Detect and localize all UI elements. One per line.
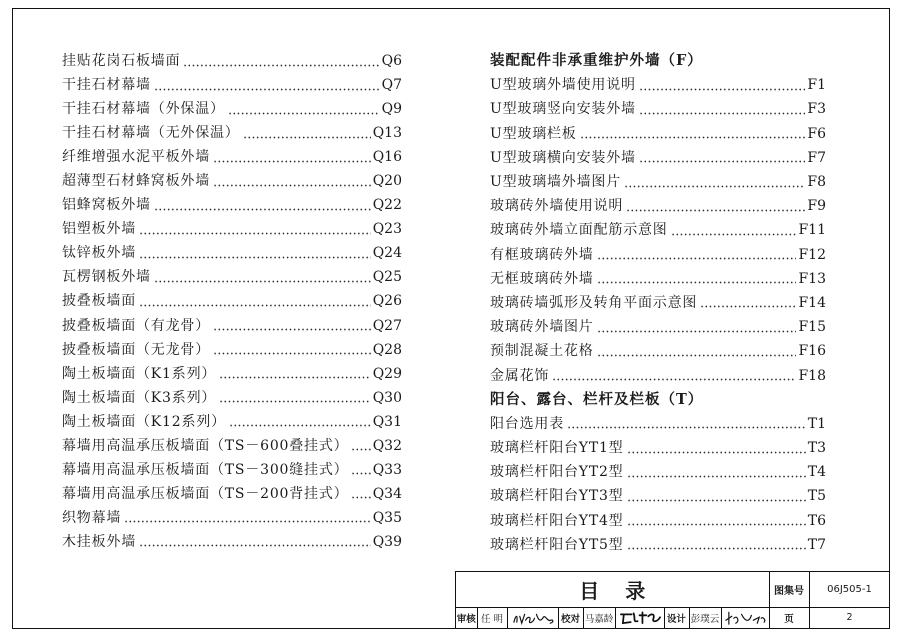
dot-leader (219, 400, 371, 403)
toc-entry-page: F8 (807, 174, 826, 191)
signature-row (456, 607, 890, 630)
toc-entry-page: Q30 (372, 389, 402, 406)
toc-entry-title: 干挂石材幕墙（无外保温） (62, 125, 240, 142)
toc-entry-title: 金属花饰 (490, 367, 550, 384)
toc-entry-page: T7 (807, 536, 826, 553)
dot-leader (627, 499, 806, 502)
toc-entry (62, 458, 402, 482)
toc-entry-page: Q6 (381, 53, 402, 70)
toc-entry-page: F3 (807, 101, 826, 118)
toc-entry (490, 243, 826, 267)
dot-leader (639, 88, 806, 91)
toc-entry-title: 干挂石材幕墙 (62, 77, 151, 94)
dot-leader (154, 280, 371, 283)
dot-leader (219, 376, 371, 379)
toc-entry (62, 217, 402, 241)
toc-entry (490, 146, 826, 170)
toc-entry (490, 436, 826, 460)
toc-entry-page: T6 (807, 512, 826, 529)
toc-entry (62, 169, 402, 193)
toc-entry-title: 幕墙用高温承压板墙面（TS－200背挂式） (62, 485, 349, 502)
dot-leader (552, 378, 796, 381)
toc-entry-title: 玻璃砖外墙使用说明 (490, 198, 624, 215)
toc-entry-title: 无框玻璃砖外墙 (490, 270, 594, 287)
toc-entry (62, 410, 402, 434)
toc-entry-page: Q13 (372, 125, 402, 142)
toc-entry (490, 339, 826, 363)
dot-leader (139, 544, 371, 547)
dot-leader (351, 472, 370, 475)
toc-entry-page: T3 (807, 440, 826, 457)
dot-leader (700, 305, 796, 308)
toc-entry (490, 267, 826, 291)
dot-leader (243, 136, 371, 139)
toc-entry-title: U型玻璃竖向安装外墙 (490, 101, 636, 118)
toc-left-column (62, 49, 402, 554)
toc-entry-page: Q24 (372, 245, 402, 262)
reviewer-name: 任 明 (478, 608, 508, 630)
toc-entry-title: 陶土板墙面（K12系列） (62, 413, 226, 430)
toc-entry-title: 玻璃栏杆阳台YT1型 (490, 440, 624, 457)
toc-entry (62, 314, 402, 338)
toc-entry (62, 386, 402, 410)
proofreader-signature (616, 608, 665, 630)
toc-entry-page: Q7 (381, 77, 402, 94)
toc-entry-page: Q25 (372, 269, 402, 286)
toc-entry-title: 木挂板外墙 (62, 533, 136, 550)
toc-entry (62, 482, 402, 506)
toc-entry-title: 阳台选用表 (490, 415, 564, 432)
dot-leader (567, 426, 806, 429)
dot-leader (597, 330, 797, 333)
design-label: 设计 (665, 608, 690, 630)
atlas-number-label: 图集号 (770, 572, 810, 607)
dot-leader (213, 160, 371, 163)
section-heading: 装配配件非承重维护外墙（F） (490, 52, 703, 70)
toc-entry-page: Q23 (372, 221, 402, 238)
dot-leader (139, 256, 371, 259)
toc-entry (490, 363, 826, 387)
toc-entry-title: 披叠板墙面 (62, 293, 136, 310)
dot-leader (183, 64, 379, 67)
toc-entry-title: U型玻璃栏板 (490, 125, 577, 142)
dot-leader (597, 281, 797, 284)
toc-entry (62, 265, 402, 289)
toc-entry (490, 533, 826, 557)
toc-entry (62, 73, 402, 97)
page-label: 页 (770, 608, 810, 630)
toc-entry-title: U型玻璃墙外墙图片 (490, 174, 621, 191)
reviewer-signature-image (508, 608, 558, 629)
toc-entry (62, 49, 402, 73)
toc-entry-page: F11 (798, 222, 826, 239)
drawing-title: 目录 (456, 572, 770, 607)
toc-entry (490, 315, 826, 339)
toc-entry-page: F6 (807, 125, 826, 142)
toc-entry (490, 73, 826, 97)
toc-entry-page: Q39 (372, 533, 402, 550)
toc-entry-title: 幕墙用高温承压板墙面（TS－600叠挂式） (62, 437, 349, 454)
toc-entry-page: Q29 (372, 365, 402, 382)
toc-entry-title: 玻璃砖墙弧形及转角平面示意图 (490, 294, 698, 311)
proofreader-signature-image (616, 608, 664, 629)
toc-entry (62, 434, 402, 458)
toc-entry (490, 218, 826, 242)
review-label: 审核 (456, 608, 478, 630)
toc-entry-page: F16 (798, 343, 826, 360)
toc-entry-page: F15 (798, 319, 826, 336)
designer-signature-image (722, 608, 769, 629)
dot-leader (228, 112, 380, 115)
section-heading: 阳台、露台、栏杆及栏板（T） (490, 390, 704, 408)
designer-name: 彭璞云 (690, 608, 722, 630)
dot-leader (639, 112, 806, 115)
toc-entry (490, 194, 826, 218)
toc-entry-page: F13 (798, 270, 826, 287)
proof-label: 校对 (559, 608, 584, 630)
designer-signature (722, 608, 770, 630)
toc-entry-page: Q32 (372, 437, 402, 454)
atlas-number: 06J505-1 (827, 583, 872, 595)
dot-leader (627, 451, 806, 454)
toc-entry-page: T4 (807, 464, 826, 481)
toc-entry-title: 玻璃栏杆阳台YT4型 (490, 512, 624, 529)
toc-entry (62, 338, 402, 362)
dot-leader (124, 520, 371, 523)
toc-entry (490, 412, 826, 436)
toc-entry-page: Q9 (381, 101, 402, 118)
toc-entry-page: Q20 (372, 173, 402, 190)
page-number: 2 (846, 612, 853, 624)
toc-entry (490, 122, 826, 146)
toc-entry-title: 铝蜂窝板外墙 (62, 197, 151, 214)
toc-entry-page: Q33 (372, 461, 402, 478)
toc-entry-title: 陶土板墙面（K1系列） (62, 365, 217, 382)
dot-leader (213, 184, 371, 187)
toc-entry (62, 193, 402, 217)
dot-leader (627, 547, 806, 550)
dot-leader (213, 352, 371, 355)
toc-entry-title: 有框玻璃砖外墙 (490, 246, 594, 263)
toc-entry-title: 玻璃栏杆阳台YT2型 (490, 464, 624, 481)
dot-leader (627, 475, 806, 478)
toc-entry-page: Q35 (372, 509, 402, 526)
toc-entry-title: 干挂石材幕墙（外保温） (62, 101, 225, 118)
toc-entry-title: 玻璃栏杆阳台YT5型 (490, 536, 624, 553)
toc-entry-page: F1 (807, 77, 826, 94)
toc-entry (62, 145, 402, 169)
toc-entry (62, 121, 402, 145)
dot-leader (627, 523, 806, 526)
toc-entry-title: 超薄型石材蜂窝板外墙 (62, 173, 210, 190)
toc-entry-page: Q16 (372, 149, 402, 166)
toc-entry-page: F12 (798, 246, 826, 263)
toc-entry-page: Q26 (372, 293, 402, 310)
toc-entry (62, 362, 402, 386)
toc-entry-title: 纤维增强水泥平板外墙 (62, 149, 210, 166)
dot-leader (671, 233, 797, 236)
toc-entry-title: 披叠板墙面（有龙骨） (62, 317, 210, 334)
dot-leader (154, 208, 371, 211)
toc-entry-title: 玻璃栏杆阳台YT3型 (490, 488, 624, 505)
toc-entry-page: Q27 (372, 317, 402, 334)
toc-right-column (490, 49, 826, 557)
dot-leader (351, 496, 370, 499)
dot-leader (351, 448, 370, 451)
toc-entry-page: F14 (798, 294, 826, 311)
dot-leader (624, 185, 805, 188)
toc-entry-page: Q31 (372, 413, 402, 430)
dot-leader (580, 136, 806, 139)
toc-entry-page: F18 (798, 367, 826, 384)
dot-leader (154, 88, 380, 91)
dot-leader (597, 354, 797, 357)
toc-entry-title: 玻璃砖外墙图片 (490, 319, 594, 336)
toc-entry (490, 509, 826, 533)
dot-leader (229, 424, 371, 427)
dot-leader (597, 257, 797, 260)
toc-entry (62, 241, 402, 265)
toc-entry-title: 预制混凝土花格 (490, 343, 594, 360)
reviewer-signature (508, 608, 559, 630)
toc-entry (490, 291, 826, 315)
toc-entry-page: F9 (807, 198, 826, 215)
toc-entry-page: T1 (807, 415, 826, 432)
toc-entry (490, 170, 826, 194)
toc-entry-title: 陶土板墙面（K3系列） (62, 389, 217, 406)
toc-entry-title: 铝塑板外墙 (62, 221, 136, 238)
toc-entry-title: 钛锌板外墙 (62, 245, 136, 262)
toc-entry-page: Q28 (372, 341, 402, 358)
dot-leader (213, 328, 371, 331)
toc-entry (62, 530, 402, 554)
toc-entry-title: 挂贴花岗石板墙面 (62, 53, 181, 70)
dot-leader (626, 209, 805, 212)
proofreader-name: 马嘉龄 (584, 608, 616, 630)
toc-entry-title: 瓦楞钢板外墙 (62, 269, 151, 286)
dot-leader (139, 304, 371, 307)
toc-entry-page: F7 (807, 149, 826, 166)
toc-entry (490, 460, 826, 484)
title-block (455, 571, 890, 629)
toc-entry (490, 97, 826, 121)
toc-entry-title: 玻璃砖外墙立面配筋示意图 (490, 222, 668, 239)
toc-entry-title: 幕墙用高温承压板墙面（TS－300缝挂式） (62, 461, 349, 478)
toc-entry (490, 484, 826, 508)
toc-entry-title: 披叠板墙面（无龙骨） (62, 341, 210, 358)
toc-entry-title: U型玻璃外墙使用说明 (490, 77, 636, 94)
toc-entry-page: T5 (807, 488, 826, 505)
dot-leader (639, 160, 806, 163)
toc-entry-title: 织物幕墙 (62, 509, 122, 526)
toc-entry-title: U型玻璃横向安装外墙 (490, 149, 636, 166)
dot-leader (139, 232, 371, 235)
toc-entry (62, 506, 402, 530)
toc-entry-page: Q34 (372, 485, 402, 502)
toc-entry (62, 97, 402, 121)
toc-entry-page: Q22 (372, 197, 402, 214)
toc-entry (62, 289, 402, 313)
